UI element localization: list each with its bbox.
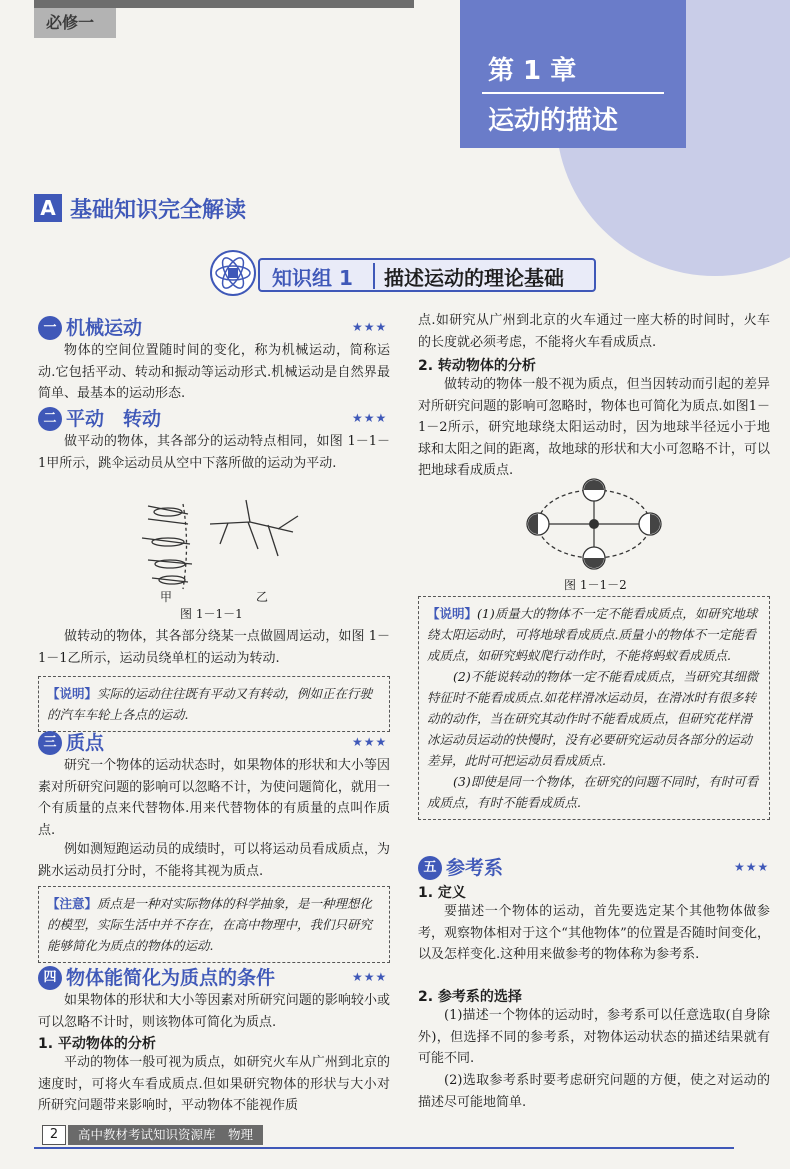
heading-mechanical-motion: 机械运动 — [66, 317, 143, 339]
difficulty-stars: ★★★ — [352, 970, 388, 984]
heading-number-5: 五 — [418, 856, 442, 880]
note-text: (3)即使是同一个物体，在研究的问题不同时，有时可看成质点，有时不能看成质点. — [427, 774, 759, 810]
note-label: 【注意】 — [47, 896, 98, 911]
paragraph: 如果物体的形状和大小等因素对所研究问题的影响较小或可以忽略不计时，则该物体可简化为质点. — [38, 993, 390, 1030]
footer-rule — [34, 1147, 734, 1149]
figure-1-1-2 — [520, 476, 668, 572]
knowledge-group-title: 描述运动的理论基础 — [384, 266, 564, 290]
difficulty-stars: ★★★ — [352, 735, 388, 749]
heading-number-2: 二 — [38, 407, 62, 431]
paragraph: 做转动的物体，其各部分绕某一点做圆周运动，如图 1－1－1乙所示，运动员绕单杠的运动为转动. — [38, 629, 390, 666]
chapter-title: 运动的描述 — [488, 106, 619, 136]
figure-label: 乙 — [256, 590, 269, 604]
note-label: 【说明】 — [47, 686, 98, 701]
banner-separator — [373, 263, 375, 289]
subheading: 1. 定义 — [418, 885, 466, 901]
heading-translation-rotation: 平动 转动 — [66, 408, 162, 430]
figure-caption: 图 1－1－1 — [180, 607, 243, 621]
figure-1-1-1 — [128, 494, 308, 598]
difficulty-stars: ★★★ — [352, 411, 388, 425]
paragraph: 例如测短跑运动员的成绩时，可以将运动员看成质点，为跳水运动员打分时，不能将其视为质点. — [38, 842, 390, 879]
note-box — [38, 886, 390, 963]
heading-particle-conditions: 物体能简化为质点的条件 — [66, 967, 276, 989]
section-badge: A — [34, 194, 62, 222]
paragraph: (1)描述一个物体的运动时，参考系可以任意选取(自身除外)，但选择不同的参考系，对物体运动状态的描述结果就有可能不同. — [418, 1008, 770, 1066]
note-text: 实际的运动往往既有平动又有转动，例如正在行驶的汽车车轮上各点的运动. — [47, 686, 373, 722]
paragraph: 物体的空间位置随时间的变化，称为机械运动，简称运动.它包括平动、转动和振动等运动形式.机械运动是自然界最简单、最基本的运动形态. — [38, 343, 390, 401]
subheading: 1. 平动物体的分析 — [38, 1036, 156, 1052]
note-text: 质点是一种对实际物体的科学抽象，是一种理想化的模型，实际生活中并不存在，在高中物理中，我们只研究能够简化为质点的物体的运动. — [47, 896, 373, 953]
chapter-divider — [482, 92, 664, 94]
paragraph: 研究一个物体的运动状态时，如果物体的形状和大小等因素对所研究问题的影响可以忽略不计，为使问题简化，就用一个有质量的点来代替物体.用来代替物体的有质量的点叫作质点. — [38, 758, 390, 838]
note-text: (2)不能说转动的物体一定不能看成质点，当研究其细微特征时不能看成质点.如花样滑冰运动员，在滑冰时有很多转动的动作，当在研究其动作时不能看成质点，但研究花样滑冰运动员运动的快慢时，没有必要研究运动员各部分的运动差异，此时可把运动员看成质点. — [427, 669, 759, 768]
subheading: 2. 转动物体的分析 — [418, 358, 536, 374]
paragraph: 要描述一个物体的运动，首先要选定某个其他物体做参考，观察物体相对于这个“其他物体”的位置是否随时间变化，以及怎样变化.这种用来做参考的物体称为参考系. — [418, 904, 770, 962]
heading-particle: 质点 — [66, 732, 105, 754]
heading-number-1: 一 — [38, 316, 62, 340]
heading-number-4: 四 — [38, 966, 62, 990]
subheading: 2. 参考系的选择 — [418, 989, 522, 1005]
figure-label: 甲 — [160, 590, 173, 604]
paragraph: 做转动的物体一般不视为质点，但当因转动而引起的差异对所研究问题的影响可忽略时，物体也可简化为质点.如图1－1－2所示，研究地球绕太阳运动时，因为地球半径远小于地球和太阳之间的距离，故地球的形状和大小可忽略不计，可以把地球看成质点. — [418, 377, 770, 478]
footer-label: 高中教材考试知识资源库 物理 — [68, 1125, 263, 1145]
heading-reference-frame: 参考系 — [446, 857, 504, 879]
difficulty-stars: ★★★ — [352, 320, 388, 334]
header-bar — [34, 0, 414, 8]
figure-caption: 图 1－1－2 — [564, 578, 627, 592]
note-box — [38, 676, 390, 732]
paragraph: (2)选取参考系时要考虑研究问题的方便，使之对运动的描述尽可能地简单. — [418, 1073, 770, 1110]
section-title: 基础知识完全解读 — [70, 198, 247, 223]
chapter-number: 第 1 章 — [488, 56, 577, 86]
paragraph: 点.如研究从广州到北京的火车通过一座大桥的时间时，火车的长度就必须考虑，不能将火车看成质点. — [418, 313, 770, 350]
heading-number-3: 三 — [38, 731, 62, 755]
paragraph: 做平动的物体，其各部分的运动特点相同，如图 1－1－1甲所示，跳伞运动员从空中下落所做的运动为平动. — [38, 434, 390, 471]
note-box — [418, 596, 770, 820]
page-number: 2 — [42, 1125, 66, 1145]
chapter-box — [460, 0, 686, 148]
difficulty-stars: ★★★ — [734, 860, 770, 874]
atom-icon — [210, 250, 256, 296]
note-label: 【说明】 — [427, 606, 478, 621]
paragraph: 平动的物体一般可视为质点，如研究火车从广州到北京的速度时，可将火车看成质点.但如果研究物体的形状与大小对所研究问题带来影响时，平动物体不能视作质 — [38, 1055, 390, 1113]
knowledge-group-label: 知识组 1 — [272, 266, 353, 290]
note-text: (1)质量大的物体不一定不能看成质点，如研究地球绕太阳运动时，可将地球看成质点.质量小的物体不一定能看成质点，如研究蚂蚁爬行动作时，不能将蚂蚁看成质点. — [427, 606, 758, 663]
book-tag: 必修一 — [34, 8, 116, 38]
